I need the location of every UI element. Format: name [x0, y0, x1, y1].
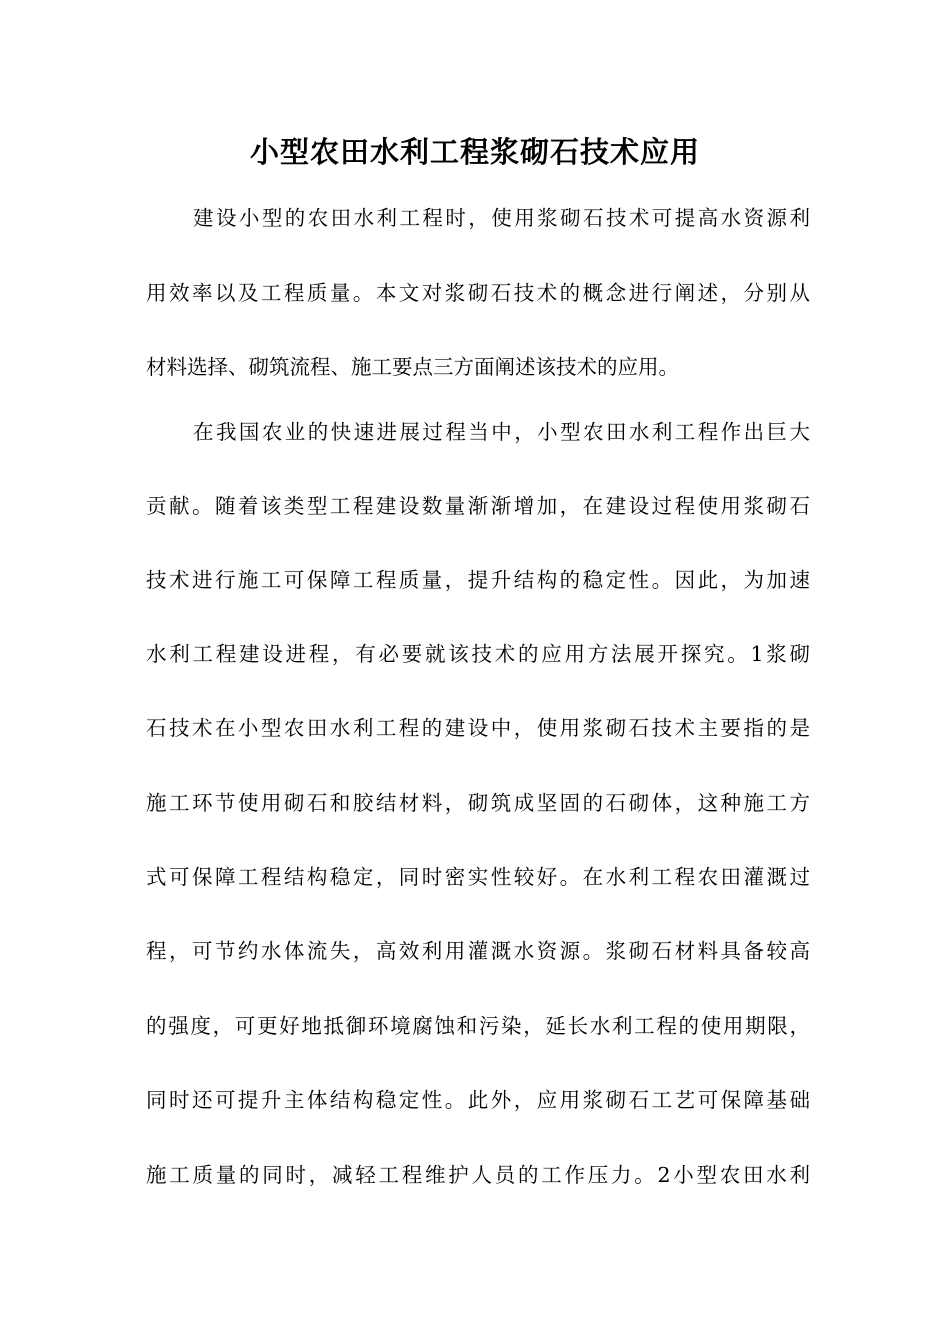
text-line-1: 建设小型的农田水利工程时，使用浆砌石技术可提高水资源利: [193, 206, 810, 230]
text-line-7: 水利工程建设进程，有必要就该技术的应用方法展开探究。1浆砌: [146, 642, 810, 666]
text-line-2: 用效率以及工程质量。本文对浆砌石技术的概念进行阐述，分别从: [146, 281, 810, 305]
text-line-14: 施工质量的同时，减轻工程维护人员的工作压力。2小型农田水利: [146, 1163, 810, 1187]
text-line-5: 贡献。随着该类型工程建设数量渐渐增加，在建设过程使用浆砌石: [146, 494, 810, 518]
text-line-11: 程，可节约水体流失，高效利用灌溉水资源。浆砌石材料具备较高: [146, 939, 810, 963]
text-line-10: 式可保障工程结构稳定，同时密实性较好。在水利工程农田灌溉过: [146, 865, 810, 889]
text-line-6: 技术进行施工可保障工程质量，提升结构的稳定性。因此，为加速: [146, 568, 810, 592]
text-line-4: 在我国农业的快速进展过程当中，小型农田水利工程作出巨大: [193, 420, 810, 444]
text-line-8: 石技术在小型农田水利工程的建设中，使用浆砌石技术主要指的是: [146, 716, 810, 740]
text-line-12: 的强度，可更好地抵御环境腐蚀和污染，延长水利工程的使用期限，: [146, 1014, 810, 1038]
text-line-3: 材料选择、砌筑流程、施工要点三方面阐述该技术的应用。: [146, 355, 679, 379]
document-title: 小型农田水利工程浆砌石技术应用: [249, 135, 700, 169]
text-line-9: 施工环节使用砌石和胶结材料，砌筑成坚固的石砌体，这种施工方: [146, 791, 810, 815]
text-line-13: 同时还可提升主体结构稳定性。此外，应用浆砌石工艺可保障基础: [146, 1088, 810, 1112]
